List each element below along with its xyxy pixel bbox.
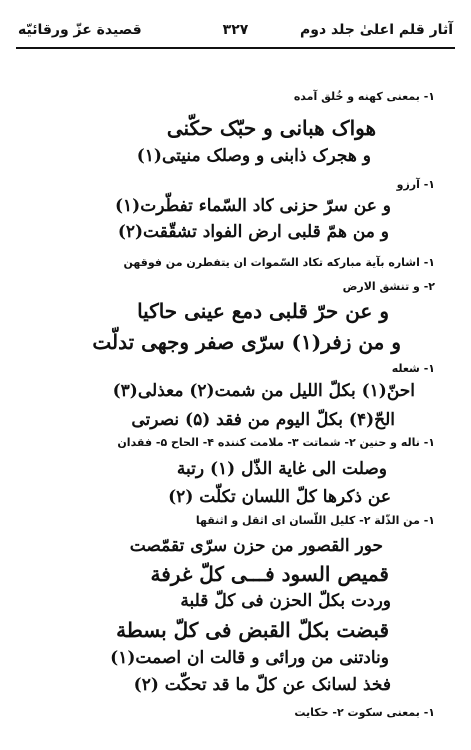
verse-line: قبضت بکلّ القبض فی کلّ بسطة — [116, 618, 389, 642]
verse-line: عن ذکرها کلّ اللسان تکلّت (۲) — [168, 487, 391, 507]
verse-line: الحّ(۴) بکلّ اليوم من فقد (۵) نصرتی — [131, 410, 395, 430]
verse-line: احنّ(۱) بکلّ الليل من شمت(۲) معذلی(۳) — [112, 381, 415, 401]
verse-line: حور القصور من حزن سرّی تقمّصت — [129, 536, 383, 556]
header-rule — [16, 47, 455, 49]
footnote-line: ۲- و تنشق الارض — [342, 280, 435, 293]
page-number: ۳۲۷ — [222, 22, 249, 38]
footnote-line: ۱- آرزو — [396, 178, 435, 191]
book-title: آثار قلم اعلیٰ جلد دوم — [299, 22, 453, 38]
verse-line: قميص السود فـــی کلّ غرفة — [150, 562, 389, 586]
footnote-line: ۱- اشاره بآية مبارکه تکاد السّموات ان يتفطرن من فوقهن — [123, 256, 435, 269]
footnote-line: ۱- بمعنی سکوت ۲- حکايت — [294, 706, 435, 719]
verse-line: و عن سرّ حزنی کاد السّماء تفطّرت(۱) — [114, 196, 391, 216]
verse-line: ونادتنی من ورائی و قالت ان اصمت(۱) — [110, 648, 389, 668]
poem-title: قصيدة عزّ ورقائيّه — [18, 22, 142, 38]
verse-line: وردت بکلّ الحزن فی کلّ قلبة — [180, 591, 391, 611]
footnote-line: ۱- شعله — [391, 362, 435, 375]
verse-line: هواک هبانی و حبّک حکّنی — [166, 116, 376, 140]
verse-line: و من همّ قلبی ارض الفواد تشقّقت(۲) — [117, 222, 389, 242]
verse-line: و هجرک ذابنی و وصلک منيتی(۱) — [136, 146, 371, 166]
verse-line: وصلت الی غاية الذّل (۱) رتبة — [176, 459, 387, 479]
footnote-line: ۱- بمعنی کهنه و خُلق آمده — [293, 90, 435, 103]
page-header — [18, 22, 453, 44]
footnote-line: ۱- من الذّلة ۲- کليل اللّسان ای اثقل و اثنقها — [195, 514, 435, 527]
footnote-line: ۱- ناله و حنين ۲- شماتت ۳- ملامت کننده ۴- الحاح ۵- فقدان — [117, 436, 435, 449]
verse-line: و عن حرّ قلبی دمع عينی حاکيا — [137, 299, 389, 323]
verse-line: فخذ لسانک عن کلّ ما قد تحکّت (۲) — [133, 675, 391, 695]
verse-line: و من زفر(۱) سرّی صفر وجهی تدلّت — [92, 330, 401, 354]
